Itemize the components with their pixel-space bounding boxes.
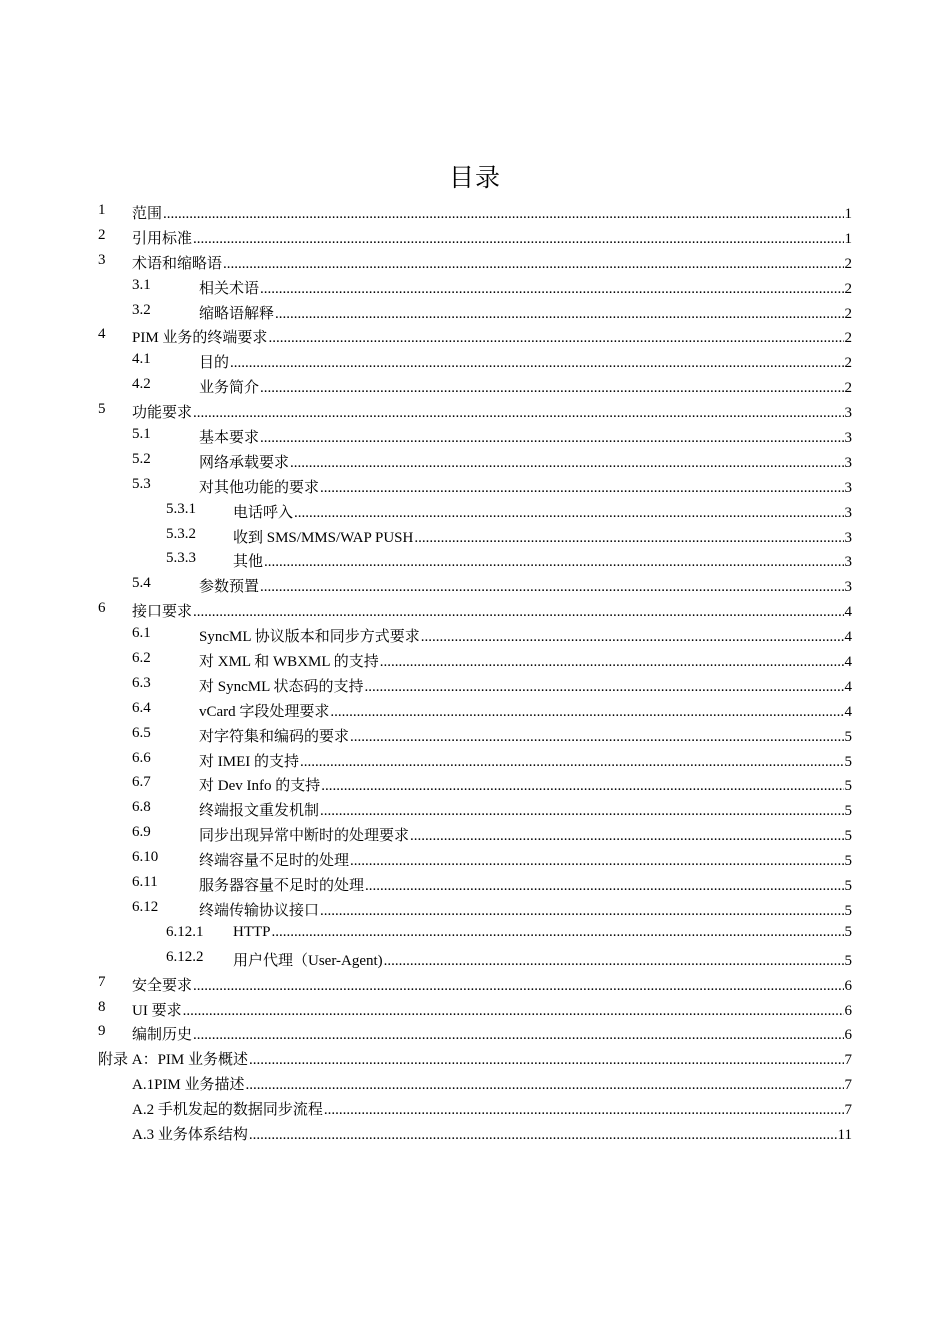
toc-dot-leader: [320, 480, 843, 497]
toc-entry-number: 6: [98, 600, 106, 617]
toc-entry[interactable]: [0, 647, 950, 672]
toc-entry-page-number: 5: [844, 923, 852, 940]
toc-entry-number: 6.5: [132, 724, 151, 741]
toc-dot-leader: [380, 654, 844, 671]
toc-entry-title[interactable]: A.3 业务体系结构: [132, 1126, 248, 1143]
toc-title: 目录: [448, 163, 501, 192]
toc-dot-leader: [321, 778, 843, 795]
toc-entry-page-number: 5: [844, 753, 852, 770]
toc-dot-leader: [264, 554, 843, 571]
toc-entry-title[interactable]: 参数预置: [199, 579, 260, 596]
toc-entry-number: 1: [98, 202, 106, 218]
toc-entry-line: [233, 501, 852, 522]
toc-entry-line: [199, 650, 852, 671]
toc-entry-number: 5.4: [132, 575, 151, 592]
toc-entry-page-number: 4: [844, 654, 852, 671]
toc-entry-number: 3.2: [132, 301, 151, 318]
toc-entry-page-number: 3: [844, 579, 852, 596]
toc-dot-leader: [350, 729, 843, 746]
toc-entry-page-number: 7: [844, 1052, 852, 1069]
toc-entry-title[interactable]: 用户代理（User-Agent): [233, 952, 383, 969]
toc-entry-title[interactable]: SyncML 协议版本和同步方式要求: [199, 629, 420, 646]
toc-entry-number: 9: [98, 1023, 106, 1040]
toc-entry[interactable]: [0, 199, 950, 224]
toc-entry-number: 4.1: [132, 351, 151, 368]
toc-entry-title[interactable]: 收到 SMS/MMS/WAP PUSH: [233, 529, 414, 546]
toc-entry-number: 4: [98, 326, 106, 343]
toc-entry-number: 6.12.2: [166, 948, 204, 965]
toc-entry-number: 5.3: [132, 475, 151, 492]
toc-entry-number: 5.2: [132, 450, 151, 467]
toc-entry-number: 5.3.3: [166, 550, 196, 567]
toc-entry-page-number: 2: [844, 330, 852, 347]
toc-dot-leader: [410, 828, 843, 845]
toc-entry-page-number: 3: [844, 554, 852, 571]
toc-entry-number: 6.12: [132, 898, 159, 915]
toc-entry-number: 6.9: [132, 824, 151, 841]
toc-entry-page-number: 5: [844, 728, 852, 745]
toc-entry-line: [132, 1023, 852, 1044]
toc-entry-page-number: 5: [844, 853, 852, 870]
toc-entry-number: 6.7: [132, 774, 151, 791]
toc-entry-page-number: 5: [844, 952, 852, 969]
toc-dot-leader: [330, 704, 843, 721]
toc-entry-number: 6.10: [132, 849, 159, 866]
toc-dot-leader: [230, 355, 843, 372]
toc-entry-line: [132, 252, 852, 273]
toc-entry[interactable]: [0, 796, 950, 821]
toc-entry-line: [199, 277, 852, 298]
toc-entry[interactable]: [0, 348, 950, 373]
toc-entry-line: [132, 974, 852, 995]
toc-entry-title[interactable]: 缩略语解释: [199, 305, 275, 322]
toc-entry[interactable]: [0, 398, 950, 423]
toc-dot-leader: [223, 256, 843, 273]
toc-entry[interactable]: [0, 672, 950, 697]
toc-entry[interactable]: [0, 473, 950, 498]
toc-entry-number: 6.1: [132, 625, 151, 642]
toc-entry-line: [199, 476, 852, 497]
toc-entry-number: 6.11: [132, 874, 158, 891]
toc-entry[interactable]: [0, 747, 950, 772]
toc-entry[interactable]: [0, 871, 950, 896]
toc-entry[interactable]: [0, 1020, 950, 1045]
toc-dot-leader: [260, 380, 843, 397]
toc-entry-line: [233, 550, 852, 571]
toc-entry-line: [233, 949, 852, 970]
toc-entry[interactable]: [0, 299, 950, 324]
toc-entry-title[interactable]: 相关术语: [199, 280, 260, 297]
toc-entry[interactable]: [0, 771, 950, 796]
toc-entry-page-number: 4: [844, 629, 852, 646]
toc-entry[interactable]: [0, 896, 950, 921]
toc-dot-leader: [246, 1077, 844, 1094]
toc-entry-line: [132, 202, 852, 223]
toc-entry-title[interactable]: 终端容量不足时的处理: [199, 853, 350, 870]
toc-entry-number: 5.1: [132, 426, 151, 443]
toc-entry[interactable]: [0, 373, 950, 398]
toc-entry-page-number: 2: [844, 255, 852, 272]
toc-dot-leader: [324, 1102, 844, 1119]
toc-entry-title[interactable]: 服务器容量不足时的处理: [199, 878, 365, 895]
toc-entry-line: [199, 750, 852, 771]
toc-dot-leader: [364, 679, 843, 696]
toc-entry-number: 6.4: [132, 699, 151, 716]
toc-dot-leader: [260, 281, 843, 298]
toc-entry-title[interactable]: 基本要求: [199, 430, 260, 447]
toc-entry-line: [199, 799, 852, 820]
toc-entry[interactable]: [0, 697, 950, 722]
toc-entry-page-number: 4: [844, 678, 852, 695]
toc-entry-title[interactable]: 功能要求: [132, 405, 193, 422]
toc-entry-number: 3: [98, 251, 106, 268]
toc-entry-page-number: 6: [844, 1027, 852, 1044]
toc-entry-title[interactable]: 对 IMEI 的支持: [199, 753, 299, 770]
toc-entry-title[interactable]: 安全要求: [132, 977, 193, 994]
toc-entry-page-number: 6: [844, 977, 852, 994]
toc-entry-line: [132, 999, 852, 1020]
toc-entry-line: [199, 824, 852, 845]
toc-dot-leader: [300, 754, 844, 771]
toc-entry-title[interactable]: 对其他功能的要求: [199, 479, 320, 496]
toc-entry-page-number: 3: [844, 405, 852, 422]
toc-entry-number: 6.2: [132, 650, 151, 667]
toc-entry-page-number: 7: [844, 1102, 852, 1119]
toc-entry-page-number: 1: [844, 206, 852, 222]
toc-entry-title[interactable]: 目的: [199, 355, 230, 372]
toc-entry[interactable]: [0, 846, 950, 871]
toc-entry-line: [132, 1073, 852, 1094]
toc-entry-line: [199, 675, 852, 696]
toc-dot-leader: [320, 803, 843, 820]
toc-entry-line: [199, 451, 852, 472]
toc-entry-page-number: 7: [844, 1077, 852, 1094]
toc-entry-page-number: 2: [844, 280, 852, 297]
toc-entry-title[interactable]: A.2 手机发起的数据同步流程: [132, 1102, 323, 1119]
toc-entry-number: 5.3.2: [166, 525, 196, 542]
toc-entry-line: [199, 874, 852, 895]
toc-entry-line: [199, 575, 852, 596]
toc-entry-number: 6.3: [132, 674, 151, 691]
toc-entry[interactable]: [0, 622, 950, 647]
toc-entry-page-number: 3: [844, 529, 852, 546]
toc-entry[interactable]: [0, 1095, 950, 1120]
toc-entry-page-number: 2: [844, 355, 852, 372]
toc-dot-leader: [268, 330, 843, 347]
toc-dot-leader: [320, 903, 843, 920]
toc-entry-line: [132, 1098, 852, 1119]
toc-entry-page-number: 5: [844, 778, 852, 795]
toc-dot-leader: [350, 853, 843, 870]
toc-entry-number: 6.6: [132, 749, 151, 766]
toc-dot-leader: [275, 306, 843, 323]
toc-entry-line: [199, 774, 852, 795]
toc-entry-title[interactable]: 对 Dev Info 的支持: [199, 778, 321, 795]
toc-entry-page-number: 4: [844, 604, 852, 621]
toc-dot-leader: [260, 579, 843, 596]
toc-entry-number: 7: [98, 973, 106, 990]
toc-entry-title[interactable]: vCard 字段处理要求: [199, 703, 330, 720]
toc-entry[interactable]: [0, 498, 950, 523]
toc-dot-leader: [193, 978, 843, 995]
toc-entry-title[interactable]: HTTP: [233, 923, 271, 940]
toc-entry[interactable]: [0, 921, 950, 946]
toc-entry-line: [199, 849, 852, 870]
toc-entry-page-number: 3: [844, 479, 852, 496]
toc-entry[interactable]: [0, 946, 950, 971]
toc-entry[interactable]: [0, 274, 950, 299]
toc-entry[interactable]: [0, 224, 950, 249]
toc-entry-number: 5.3.1: [166, 500, 196, 517]
toc-dot-leader: [193, 604, 843, 621]
toc-entry[interactable]: [0, 423, 950, 448]
toc-entry-line: [199, 376, 852, 397]
toc-entry-title[interactable]: 电话呼入: [233, 504, 294, 521]
toc-entry-page-number: 5: [844, 828, 852, 845]
toc-entry-line: [199, 302, 852, 323]
toc-entry-title[interactable]: 编制历史: [132, 1027, 193, 1044]
toc-entry-title[interactable]: 对字符集和编码的要求: [199, 728, 350, 745]
toc-entry[interactable]: [0, 996, 950, 1021]
toc-entry-number: 5: [98, 401, 106, 418]
toc-entry[interactable]: [0, 971, 950, 996]
toc-entry[interactable]: [0, 448, 950, 473]
toc-entry-page-number: 2: [844, 305, 852, 322]
toc-entry-page-number: 2: [844, 380, 852, 397]
toc-entry-title[interactable]: UI 要求: [132, 1002, 182, 1019]
toc-entry-number: 8: [98, 998, 106, 1015]
toc-entry-number: 4.2: [132, 376, 151, 393]
toc-entry-title[interactable]: 同步出现异常中断时的处理要求: [199, 828, 410, 845]
toc-dot-leader: [421, 629, 844, 646]
toc-entry[interactable]: [0, 1120, 950, 1145]
toc-entry-page-number: 5: [844, 902, 852, 919]
toc-entry[interactable]: [0, 323, 950, 348]
toc-entry-title[interactable]: 附录 A：PIM 业务概述: [98, 1052, 249, 1069]
toc-entry[interactable]: [0, 249, 950, 274]
toc-entry[interactable]: [0, 821, 950, 846]
toc-entry-page-number: 6: [844, 1002, 852, 1019]
toc-entry-line: [199, 700, 852, 721]
toc-dot-leader: [414, 530, 843, 547]
toc-entry-line: [199, 899, 852, 920]
toc-entry[interactable]: [0, 597, 950, 622]
toc-entry-page-number: 5: [844, 803, 852, 820]
toc-entry-page-number: 11: [837, 1126, 852, 1143]
toc-entry-line: [132, 326, 852, 347]
toc-dot-leader: [249, 1052, 843, 1069]
toc-entry-title[interactable]: 对 SyncML 状态码的支持: [199, 678, 364, 695]
toc-entry-number: 3.1: [132, 276, 151, 293]
toc-entry[interactable]: [0, 1045, 950, 1070]
toc-entry-title[interactable]: 终端传输协议接口: [199, 902, 320, 919]
toc-entry-title[interactable]: A.1PIM 业务描述: [132, 1077, 245, 1094]
toc-entry-line: [233, 924, 852, 941]
toc-entry-line: [132, 401, 852, 422]
toc-entry-title[interactable]: 术语和缩略语: [132, 255, 223, 272]
toc-entry-line: [199, 625, 852, 646]
toc-entry-number: 6.8: [132, 799, 151, 816]
toc-entry-title[interactable]: 其他: [233, 554, 264, 571]
toc-entry-number: 2: [98, 226, 106, 243]
toc-entry-title[interactable]: 接口要求: [132, 604, 193, 621]
toc-dot-leader: [193, 1027, 843, 1044]
toc-entry[interactable]: [0, 547, 950, 572]
toc-entry-title[interactable]: 业务简介: [199, 380, 260, 397]
toc-entry[interactable]: [0, 572, 950, 597]
toc-entry[interactable]: [0, 722, 950, 747]
table-of-contents: [0, 199, 950, 1145]
toc-dot-leader: [384, 953, 844, 970]
toc-entry-page-number: 5: [844, 878, 852, 895]
toc-entry[interactable]: [0, 523, 950, 548]
toc-entry-page-number: 3: [844, 430, 852, 447]
toc-entry-line: [132, 227, 852, 248]
toc-dot-leader: [365, 878, 843, 895]
toc-dot-leader: [272, 924, 844, 941]
toc-entry[interactable]: [0, 1070, 950, 1095]
toc-dot-leader: [183, 1003, 844, 1020]
toc-dot-leader: [249, 1127, 837, 1144]
toc-dot-leader: [163, 206, 843, 223]
toc-entry-title[interactable]: 对 XML 和 WBXML 的支持: [199, 654, 379, 671]
toc-entry-number: 6.12.1: [166, 923, 204, 940]
toc-entry-title[interactable]: 范围: [132, 206, 163, 222]
toc-entry-title[interactable]: 引用标准: [132, 230, 193, 247]
toc-entry-title[interactable]: PIM 业务的终端要求: [132, 330, 268, 347]
toc-dot-leader: [193, 231, 843, 248]
toc-dot-leader: [294, 505, 843, 522]
toc-entry-page-number: 4: [844, 703, 852, 720]
toc-entry-line: [199, 351, 852, 372]
toc-entry-line: [199, 426, 852, 447]
toc-dot-leader: [290, 455, 843, 472]
toc-entry-page-number: 3: [844, 454, 852, 471]
toc-entry-title[interactable]: 终端报文重发机制: [199, 803, 320, 820]
toc-entry-line: [132, 1123, 852, 1144]
toc-dot-leader: [260, 430, 843, 447]
toc-entry-page-number: 3: [844, 504, 852, 521]
toc-entry-line: [98, 1048, 852, 1069]
toc-dot-leader: [193, 405, 843, 422]
toc-entry-title[interactable]: 网络承载要求: [199, 454, 290, 471]
toc-entry-line: [233, 526, 852, 547]
toc-entry-line: [132, 600, 852, 621]
toc-entry-page-number: 1: [844, 230, 852, 247]
toc-entry-line: [199, 725, 852, 746]
